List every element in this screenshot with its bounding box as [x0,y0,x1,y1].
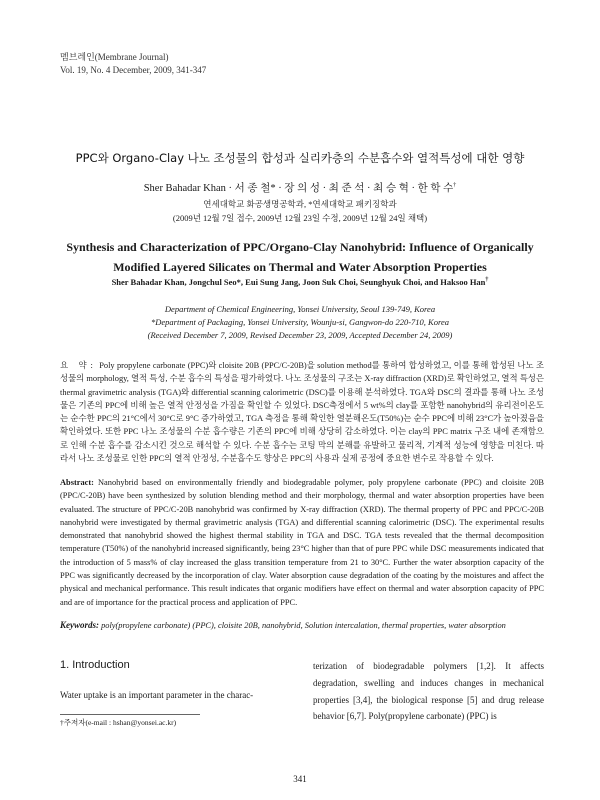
journal-name: 멤브레인(Membrane Journal) [60,52,169,62]
korean-affiliation-line: 연세대학교 화공생명공학과, *연세대학교 패키징학과 [203,199,397,209]
english-authors [40,277,560,287]
english-title-line1: Synthesis and Characterization of PPC/Organo-Clay Nanohybrid: Influence of Organically [66,240,534,254]
body-column-left [60,687,292,703]
section-heading-introduction: 1. Introduction [60,659,130,671]
footnote-divider [60,714,200,715]
english-title-line2: Modified Layered Silicates on Thermal and Water Absorption Properties [113,260,487,274]
english-title [40,237,560,277]
korean-title: PPC와 Organo-Clay 나노 조성물의 합성과 실리카층의 수분흡수와 열적특성에 대한 영향 [75,151,525,165]
footnote: †주저자(e-mail : hshan@yonsei.ac.kr) [60,718,177,727]
korean-abstract-text: Poly propylene carbonate (PPC)와 cloisite 20B (PPC/C-20B)을 solution method를 통하여 합성하였고, 이를 통해 합성된 나노 조성물의 morphology, 열적 특성, 수분 흡수의 특성을 평가하였다. 나노 조성물의 구조는 X-ray diffraction (XRD)로 확인하였고, 열적 특성은 thermal gravimetric analysis (TGA)와 differential scanning calorimetric (DSC)를 이용해 분석하였다. TGA와 DSC의 결과를 통해 나노 조성물은 기존의 PPC에 비해 높은 열적 안정성을 가짐을 확인할 수 있었다. DSC측정에서 5 wt%의 clay를 포함한 nanohybrid의 유리전이온도는 순수한 PPC의 21°C에서 30°C로 9°C 증가하였고, TGA 측정을 통해 확인한 열분해온도(T50%)는 순수 PPC에 비해 23°C가 높아졌음을 확인하였다. 또한 PPC 나노 조성물의 수분 흡수량은 기존의 PPC에 비해 상당히 감소하였다. 이는 clay의 PPC matrix 구조 내에 존재함으로 인해 수분 흡수를 감소시킨 것으로 해석할 수 있다. 수분 흡수는 코팅 막의 분해를 유발하고 물리적, 기계적 성능에 영향을 미친다. 따라서 나노 조성물로 인한 PPC의 열적 안정성, 수분흡수도 향상은 PPC의 사용과 실제 공정에 중요한 변수로 작용할 수 있다. [60,361,545,464]
english-authors-sup: † [485,277,489,284]
korean-abstract [60,359,544,465]
english-affiliation-2: *Department of Packaging, Yonsei University, Wounju-si, Gangwon-do 220-710, Korea [151,317,449,327]
english-abstract [60,476,544,609]
korean-authors-sup: † [453,182,457,189]
english-abstract-label: Abstract: [60,478,94,487]
korean-authors [0,180,600,195]
keywords [60,619,544,632]
journal-volume: Vol. 19, No. 4 December, 2009, 341-347 [60,65,207,75]
body-column-right [313,658,544,725]
intro-paragraph-right: terization of biodegradable polymers [1,2]. It affects degradation, swelling and induces changes in mechanical properties [3,4], the biological response [5] and drug release behavior [6,7]. Poly(propylene carbonate) (PPC) is [313,661,544,722]
english-affiliation-1: Department of Chemical Engineering, Yonsei University, Seoul 139-749, Korea [164,304,436,314]
journal-header [60,51,206,77]
korean-dates: (2009년 12월 7일 접수, 2009년 12월 23일 수정, 2009년 12월 24일 채택) [172,213,428,223]
page-number: 341 [293,774,307,784]
intro-paragraph-left: Water uptake is an important parameter in the charac- [60,690,254,700]
keywords-text: poly(propylene carbonate) (PPC), cloisite 20B, nanohybrid, Solution intercalation, thermal properties, water absorption [101,621,506,630]
english-abstract-text: Nanohybrid based on environmentally friendly and biodegradable polymer, poly propylene carbonate (PPC) and cloisite 20B (PPC/C-20B) have been synthesized by solution blending method and their morphology, thermal and water absorption properties have been evaluated. The structure of PPC/C-20B nanohybrid was confirmed by X-ray diffraction (XRD). The thermal property of PPC and PPC/C-20B nanohybrid were investigated by thermal gravimetric analysis (TGA) and differential scanning calorimetric (DSC). The experimental results demonstrated that nanohybrid showed the highest thermal stability in TGA and DSC. TGA tests revealed that the thermal decomposition temperature (T50%) of the nanohybrid increased significantly, being 23°C higher than that of pure PPC while DSC measurements indicated that the introduction of 5 mass% of clay increased the glass transition temperature from 21 to 30°C. Further the water absorption capacity of the PPC was significantly decreased by the incorporation of clay. Water absorption cause degradation of the coating by the moistures and affect the physical and mechanical performance. This result indicates that organic modifiers have effect on thermal and water absorption capacity of PPC and are of importance for the practical process and application of PPC. [60,478,544,607]
korean-author-list: Sher Bahadar Khan · 서 종 철* · 장 의 성 · 최 준 석 · 최 승 혁 · 한 학 수 [143,183,454,194]
english-author-list: Sher Bahadar Khan, Jongchul Seo*, Eui Sung Jang, Joon Suk Choi, Seunghyuk Choi, and Haksoo Han [111,277,486,287]
keywords-label: Keywords: [60,620,99,630]
korean-abstract-label: 요 약: [60,361,97,370]
korean-affiliation [0,197,600,225]
english-affiliation [40,303,560,342]
english-dates: (Received December 7, 2009, Revised December 23, 2009, Accepted December 24, 2009) [147,330,453,340]
